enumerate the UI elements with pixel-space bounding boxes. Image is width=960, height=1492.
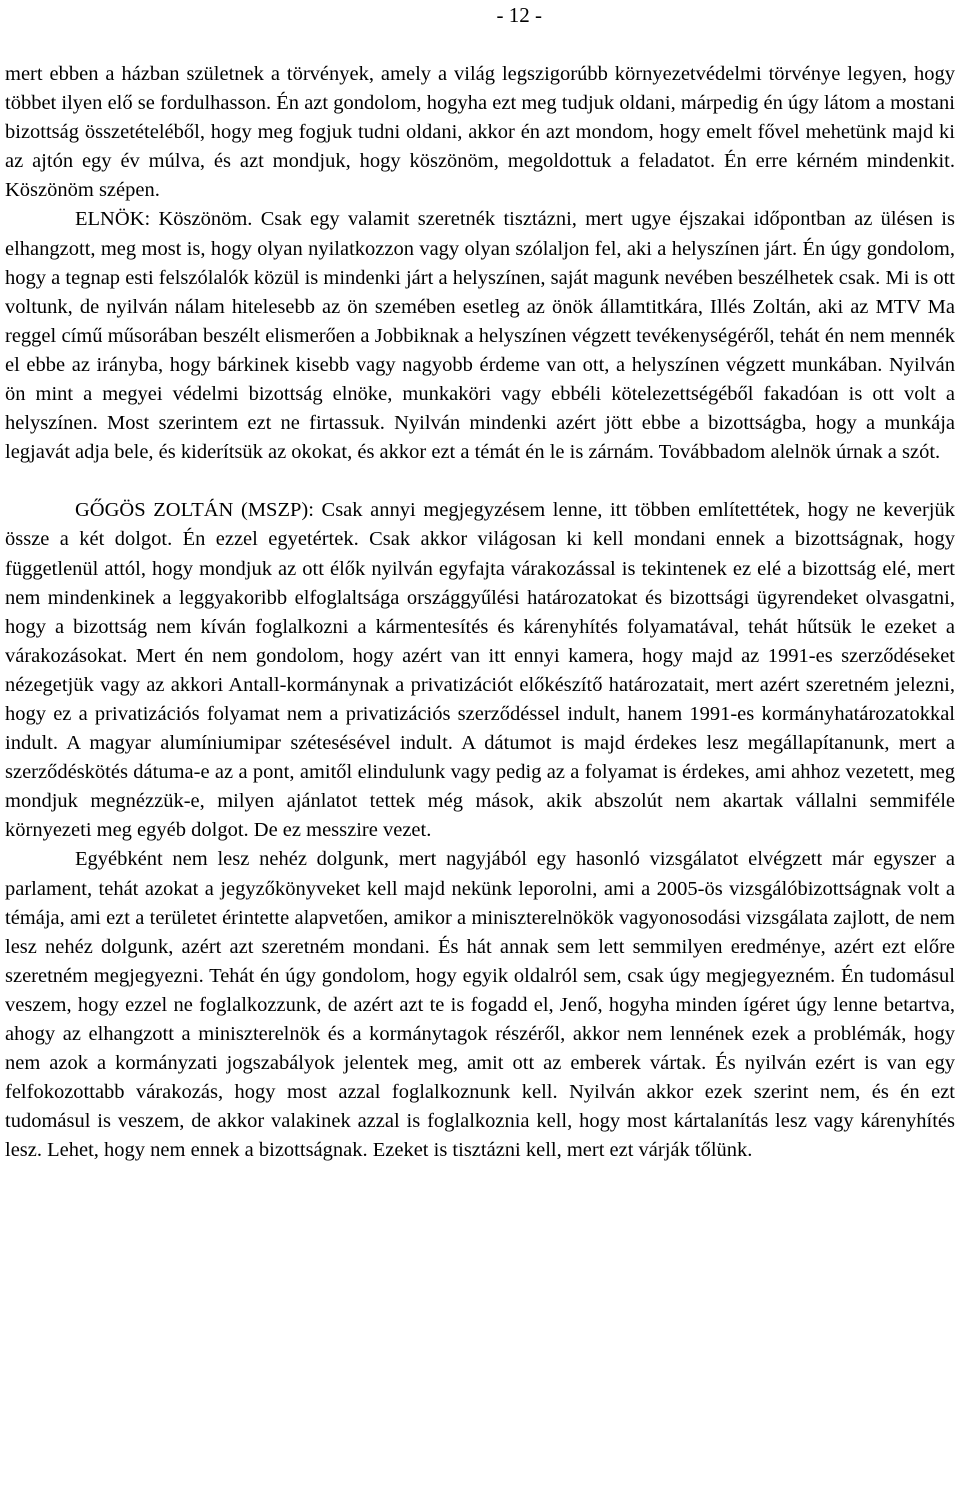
paragraph-gogos-zoltan: GŐGÖS ZOLTÁN (MSZP): Csak annyi megjegyzésem lenne, itt többen említettétek, hogy ne keverjük össze a két dolgot. Én ezzel egyetértek. Csak akkor világosan ki kell mondani ennek a bizottságnak, hogy függetlenül attól, hogy mondjuk az ott élők nyilván egyfajta várakozással is tekintenek ez elé a bizottság elé, mert nem mindenkinek a leggyakoribb elfoglaltsága országgyűlési határozatokat és bizottsági ügyrendeket olvasgatni, hogy a bizottság nem kíván foglalkozni a kármentesítés és kárenyhítés folyamatával, tehát hűtsük le ezeket a várakozásokat. Mert én nem gondolom, hogy azért van itt ennyi kamera, hogy majd az 1991-es szerződéseket nézegetjük vagy az akkori Antall-kormánynak a privatizációt előkészítő határozatait, mert azért szeretném jelezni, hogy ez a privatizációs folyamat nem a privatizációs szerződéssel indult, hanem 1991-es kormányhatározatokkal indult. A magyar alumíniumipar szétesésével indult. A dátumot is majd érdekes lesz megállapítanunk, mert a szerződéskötés dátuma-e az a pont, amitől elindulunk vagy pedig az a folyamat is érdekes, ami ahhoz vezetett, meg mondjuk megnézzük-e, milyen ajánlatot tettek még mások, akik abszolút nem akartak vállalni semmiféle környezeti meg egyéb dolgot. De ez messzire vezet. [5, 499, 955, 842]
page-number: - 12 - [496, 3, 542, 27]
paragraph-elnok: ELNÖK: Köszönöm. Csak egy valamit szeretnék tisztázni, mert ugye éjszakai időpontban az ülésen is elhangzott, meg most is, hogy olyan nyilatkozzon vagy olyan szólaljon fel, aki a helyszínen járt. Én úgy gondolom, hogy a tegnap esti felszólalók közül is mindenki járt a helyszínen, saját magunk nevében beszélhetek csak. Mi is ott voltunk, de nyilván nálam hitelesebb az ön szemében esetleg az önök államtitkára, Illés Zoltán, aki az MTV Ma reggel című műsorában beszélt elismerően a Jobbiknak a helyszínen végzett tevékenységéről, tehát én nem mennék el ebbe az irányba, hogy bárkinek kisebb vagy nagyobb érdeme van ott, a helyszínen végzett munkában. Nyilván ön mint a megyei védelmi bizottság elnöke, munkaköri vagy ebbéli kötelezettségéből fakadóan is ott volt a helyszínen. Most szerintem ezt ne firtassuk. Nyilván mindenki azért jött ebbe a bizottságba, hogy a munkája legjavát adja bele, és kiderítsük az okokat, és akkor ezt a témát én le is zárnám. Továbbadom alelnök úrnak a szót. [5, 208, 955, 464]
document-body [5, 60, 955, 1165]
paragraph-continuation: mert ebben a házban születnek a törvények, amely a világ legszigorúbb környezetvédelmi törvénye legyen, hogy többet ilyen elő se fordulhasson. Én azt gondolom, hogyha ezt meg tudjuk oldani, márpedig én úgy látom a mostani bizottság összetételéből, hogy meg fogjuk tudni oldani, akkor én azt mondom, hogy emelt fővel mehetünk majd ki az ajtón egy év múlva, és azt mondjuk, hogy köszönöm, megoldottuk a feladatot. Én erre kérném mindenkit. Köszönöm szépen. [5, 63, 955, 202]
paragraph-egyebkent: Egyébként nem lesz nehéz dolgunk, mert nagyjából egy hasonló vizsgálatot elvégzett már egyszer a parlament, tehát azokat a jegyzőkönyveket kell majd nekünk leporolni, ami a 2005-ös vizsgálóbizottságnak volt a témája, ami ezt a területet érintette alapvetően, amikor a miniszterelnökök vagyonosodási vizsgálata zajlott, de nem lesz nehéz dolgunk, azért azt szeretném mondani. És hát annak sem lett semmilyen eredménye, azért ezt előre szeretném megjegyezni. Tehát én úgy gondolom, hogy egyik oldalról sem, csak úgy megjegyezném. Én tudomásul veszem, hogy ezzel ne foglalkozzunk, de azért azt te is fogadd el, Jenő, hogyha minden ígéret úgy lenne betartva, ahogy az elhangzott a miniszterelnök és a kormánytagok részéről, akkor nem lennének ezek a problémák, hogy nem azok a kormányzati jogszabályok jelentek meg, amit ott az emberek vártak. És nyilván ezért is van egy felfokozottabb várakozás, hogy most azzal foglalkoznunk kell. Nyilván akkor ezek szerint nem, és én ezt tudomásul is veszem, de akkor valakinek azzal is foglalkoznia kell, hogy most kártalanítás lesz vagy kárenyhítés lesz. Lehet, hogy nem ennek a bizottságnak. Ezeket is tisztázni kell, mert ezt várják tőlünk. [5, 848, 955, 1162]
